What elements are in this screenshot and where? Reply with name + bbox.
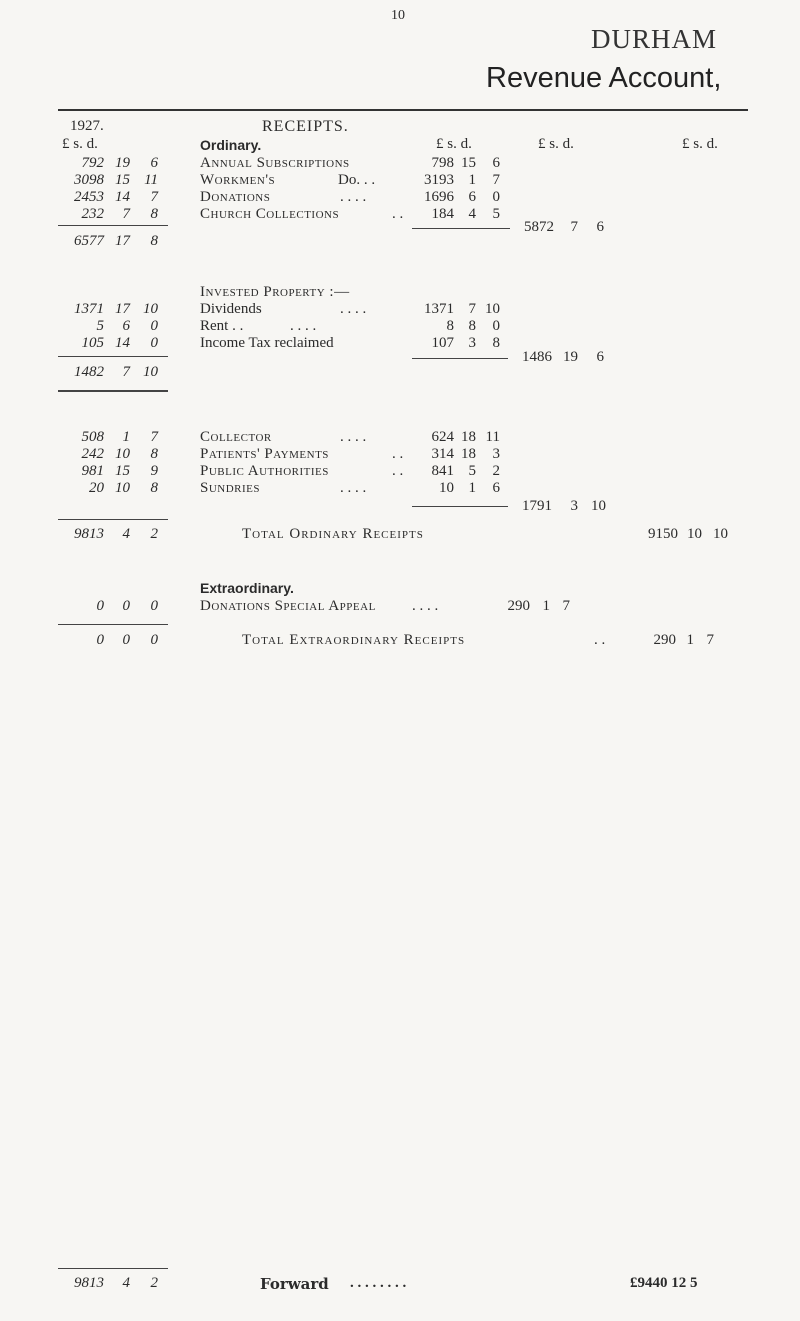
row-label: Income Tax reclaimed (200, 335, 334, 351)
prev-pence: 8 (150, 206, 158, 222)
amount-shillings: 8 (468, 318, 476, 334)
receipts-heading: RECEIPTS. (262, 118, 349, 135)
forward-amount: £9440 12 5 (630, 1275, 698, 1291)
left-subtotal-rule (58, 356, 168, 357)
amount-pounds: 107 (431, 335, 454, 351)
subtotal-pence: 10 (591, 498, 606, 514)
row-label: Dividends (200, 301, 262, 317)
prev-shillings: 15 (115, 463, 130, 479)
forward-label: Forward (260, 1275, 329, 1293)
prev-total-pounds: 9813 (74, 526, 104, 542)
amount-pence: 6 (492, 155, 500, 171)
amount-shillings: 1 (468, 480, 476, 496)
total-ordinary-shillings: 10 (687, 526, 702, 542)
row-label: Workmen's (200, 172, 276, 188)
total-ordinary-pence: 10 (713, 526, 728, 542)
prev-pounds: 981 (81, 463, 104, 479)
amount-pounds: 8 (446, 318, 454, 334)
top-rule (58, 109, 748, 111)
amount-shillings: 1 (468, 172, 476, 188)
row-leader: . . . . (340, 480, 367, 496)
row-label: Sundries (200, 480, 261, 496)
subtotal-pounds: 1486 (522, 349, 552, 365)
prev-shillings: 10 (115, 446, 130, 462)
prev-shillings: 14 (115, 189, 130, 205)
amount-shillings: 7 (468, 301, 476, 317)
amount-shillings: 18 (461, 429, 476, 445)
subtotal-shillings: 3 (570, 498, 578, 514)
section-rule (58, 390, 168, 392)
prev-pounds: 242 (81, 446, 104, 462)
amount-pounds: 841 (431, 463, 454, 479)
prev-pence: 9 (150, 463, 158, 479)
subtotal-pence: 6 (596, 349, 604, 365)
total-extraordinary-pounds: 290 (653, 632, 676, 648)
row-label: Donations (200, 189, 271, 205)
invested-heading: Invested Property :— (200, 284, 350, 300)
row-label: Rent . . (200, 318, 244, 334)
amount-shillings: 4 (468, 206, 476, 222)
row-label: Collector (200, 429, 272, 445)
prev-pounds: 792 (81, 155, 104, 171)
amount-shillings: 5 (468, 463, 476, 479)
prev-shillings: 19 (115, 155, 130, 171)
prev-subtotal-shillings: 7 (122, 364, 130, 380)
prev-subtotal-pounds: 6577 (74, 233, 104, 249)
units-b-heading: £ s. d. (538, 136, 574, 152)
amount-pounds: 184 (431, 206, 454, 222)
prev-pounds: 105 (81, 335, 104, 351)
amount-pence: 6 (492, 480, 500, 496)
prev-total-pence: 2 (150, 526, 158, 542)
prev-pence: 6 (150, 155, 158, 171)
row-leader: . . . . (340, 301, 367, 317)
row-leader: . . . . (340, 189, 367, 205)
subtotal-shillings: 7 (570, 219, 578, 235)
row-leader: . . . . (340, 429, 367, 445)
prev-extra-total-shillings: 0 (122, 632, 130, 648)
prev-total-shillings: 4 (122, 526, 130, 542)
page-subtitle: Revenue Account, (486, 62, 722, 94)
year-heading: 1927. (70, 118, 104, 134)
total-extraordinary-shillings: 1 (686, 632, 694, 648)
footer-prev-shillings: 4 (122, 1275, 130, 1291)
left-total-rule (58, 519, 168, 520)
prev-shillings: 7 (122, 206, 130, 222)
prev-pence: 10 (143, 301, 158, 317)
total-ordinary-pounds: 9150 (648, 526, 678, 542)
amount-shillings: 3 (468, 335, 476, 351)
prev-shillings: 17 (115, 301, 130, 317)
footer-rule (58, 1268, 168, 1269)
prev-pounds: 20 (89, 480, 104, 496)
amount-pence: 8 (492, 335, 500, 351)
amount-pence: 0 (492, 189, 500, 205)
row-label: Donations Special Appeal (200, 598, 376, 614)
prev-subtotal-shillings: 17 (115, 233, 130, 249)
amount-pence: 11 (485, 429, 500, 445)
row-label: Church Collections (200, 206, 340, 222)
prev-pence: 0 (150, 318, 158, 334)
amount-shillings: 15 (461, 155, 476, 171)
prev-pounds: 2453 (74, 189, 104, 205)
prev-shillings: 1 (122, 429, 130, 445)
amount-pounds: 3193 (424, 172, 454, 188)
prev-pounds: 508 (81, 429, 104, 445)
left-total-rule (58, 624, 168, 625)
footer-prev-pounds: 9813 (74, 1275, 104, 1291)
amount-pounds: 1371 (424, 301, 454, 317)
subtotal-leader-line (412, 358, 508, 359)
footer-prev-pence: 2 (150, 1275, 158, 1291)
total-ordinary-label: Total Ordinary Receipts (242, 526, 424, 542)
prev-pounds: 1371 (74, 301, 104, 317)
subtotal-pence: 6 (596, 219, 604, 235)
left-units-heading: £ s. d. (62, 136, 98, 152)
extraordinary-heading: Extraordinary. (200, 580, 294, 596)
row-leader: . . (392, 463, 404, 479)
amount-pence: 10 (485, 301, 500, 317)
amount-pence: 7 (492, 172, 500, 188)
row-leader: . . (392, 206, 404, 222)
subtotal-leader-line (412, 506, 508, 507)
amount-pounds: 798 (431, 155, 454, 171)
total-extraordinary-leader: . . (594, 632, 606, 648)
row-leader: . . (392, 446, 404, 462)
prev-pounds: 0 (96, 598, 104, 614)
prev-shillings: 0 (122, 598, 130, 614)
prev-extra-total-pence: 0 (150, 632, 158, 648)
prev-pounds: 232 (81, 206, 104, 222)
subtotal-pounds: 1791 (522, 498, 552, 514)
units-c-heading: £ s. d. (682, 136, 718, 152)
amount-pence: 2 (492, 463, 500, 479)
units-a-heading: £ s. d. (436, 136, 472, 152)
amount-pence: 5 (492, 206, 500, 222)
amount-shillings: 18 (461, 446, 476, 462)
amount-pounds: 1696 (424, 189, 454, 205)
prev-subtotal-pence: 8 (150, 233, 158, 249)
row-leader: Do. . . (338, 172, 376, 188)
amount-pounds: 624 (431, 429, 454, 445)
prev-pence: 8 (150, 480, 158, 496)
prev-shillings: 10 (115, 480, 130, 496)
prev-shillings: 6 (122, 318, 130, 334)
institution-name: DURHAM (591, 24, 718, 54)
amount-pence: 7 (562, 598, 570, 614)
row-label: Patients' Payments (200, 446, 329, 462)
total-extraordinary-label: Total Extraordinary Receipts (242, 632, 466, 648)
amount-pounds: 10 (439, 480, 454, 496)
forward-leader: . . . . . . . . (350, 1275, 407, 1291)
ordinary-heading: Ordinary. (200, 137, 262, 153)
subtotal-leader-line (412, 228, 510, 229)
prev-subtotal-pounds: 1482 (74, 364, 104, 380)
prev-subtotal-pence: 10 (143, 364, 158, 380)
prev-pence: 8 (150, 446, 158, 462)
prev-pence: 0 (150, 598, 158, 614)
prev-shillings: 14 (115, 335, 130, 351)
prev-pence: 11 (144, 172, 158, 188)
prev-pence: 7 (150, 189, 158, 205)
prev-pounds: 5 (96, 318, 104, 334)
total-extraordinary-pence: 7 (706, 632, 714, 648)
row-leader: . . . . (412, 598, 439, 614)
amount-pence: 3 (492, 446, 500, 462)
page-number: 10 (391, 8, 405, 23)
subtotal-shillings: 19 (563, 349, 578, 365)
row-label: Public Authorities (200, 463, 329, 479)
prev-pence: 0 (150, 335, 158, 351)
prev-extra-total-pounds: 0 (96, 632, 104, 648)
amount-pounds: 290 (507, 598, 530, 614)
prev-shillings: 15 (115, 172, 130, 188)
prev-pounds: 3098 (74, 172, 104, 188)
prev-pence: 7 (150, 429, 158, 445)
subtotal-pounds: 5872 (524, 219, 554, 235)
amount-pence: 0 (492, 318, 500, 334)
amount-shillings: 1 (542, 598, 550, 614)
row-leader: . . . . (290, 318, 317, 334)
amount-pounds: 314 (431, 446, 454, 462)
row-label: Annual Subscriptions (200, 155, 350, 171)
amount-shillings: 6 (468, 189, 476, 205)
left-subtotal-rule (58, 225, 168, 226)
